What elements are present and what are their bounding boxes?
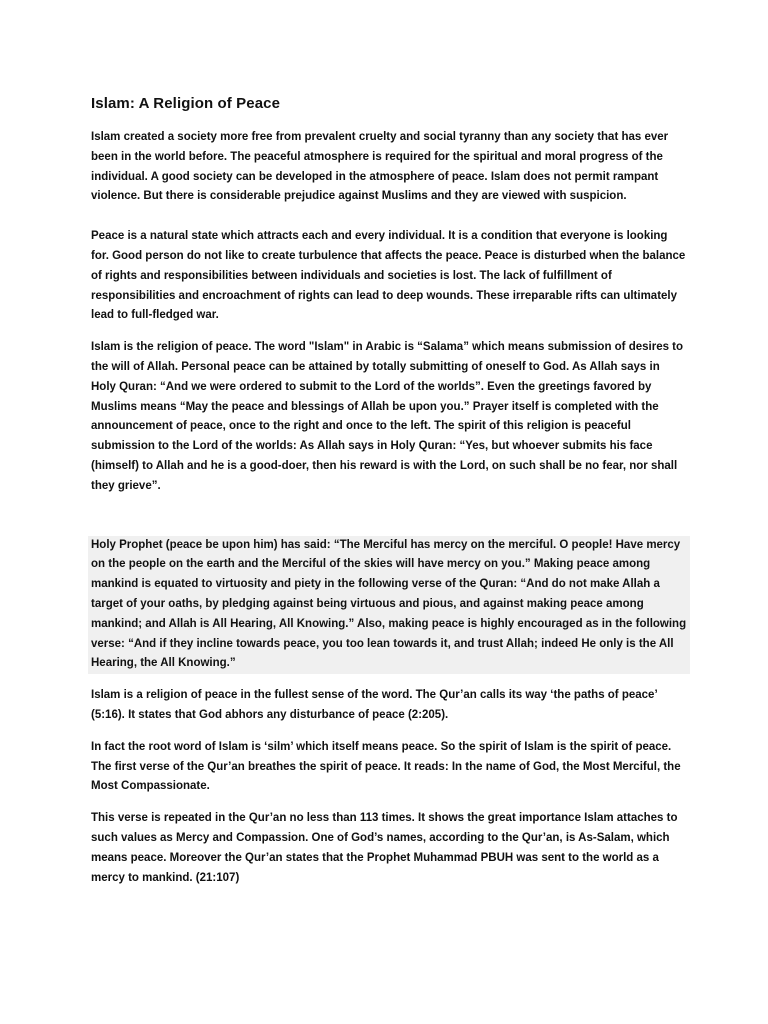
paragraph-religion-of-peace: Islam is the religion of peace. The word "Islam" in Arabic is “Salama” which means submission of desires to the will of Allah. Personal peace can be attained by totally submitting of oneself to God. As Allah says in Holy Quran: “And we were ordered to submit to the Lord of the worlds”. Even the greetings favored by Muslims means “May the peace and blessings of Allah be upon you.” Prayer itself is completed with the announcement of peace, once to the right and once to the left. The spirit of this religion is peaceful submission to the Lord of the worlds: As Allah says in Holy Quran: “Yes, but whoever submits his face (himself) to Allah and he is a good-doer, then his reward is with the Lord, on such shall be no fear, nor shall they grieve”. — [91, 341, 684, 492]
paragraph-root-word: In fact the root word of Islam is ‘silm’ which itself means peace. So the spirit of Islam is the spirit of peace. The first verse of the Qur’an breathes the spirit of peace. It reads: In the name of God, the Most Merciful, the Most Compassionate. — [91, 740, 681, 793]
paragraph-natural-state: Peace is a natural state which attracts each and every individual. It is a condition that everyone is looking for. Good person do not like to create turbulence that affects the peace. Peace is disturbed when the balance of rights and responsibilities between individuals and societies is lost. The lack of fulfillment of responsibilities and encroachment of rights can lead to deep wounds. These irreparable rifts can ultimately lead to full-fledged war. — [91, 230, 686, 322]
paragraph-fullest-sense: Islam is a religion of peace in the fullest sense of the word. The Qur’an calls its way ‘the paths of peace’ (5:16). It states that God abhors any disturbance of peace (2:205). — [91, 689, 657, 721]
paragraph-holy-prophet: Holy Prophet (peace be upon him) has said: “The Merciful has mercy on the merciful. O people! Have mercy on the people on the earth and the Merciful of the skies will have mercy on you.” Making peace among mankind is equated to virtuosity and piety in the following verse of the Quran: “And do not make Allah a target of your oaths, by pledging against being virtuous and pious, and against making peace among mankind; and Allah is All Hearing, All Knowing.” Also, making peace is highly encouraged as in the following verse: “And if they incline towards peace, you too lean towards it, and trust Allah; indeed He only is the All Hearing, the All Knowing.” — [88, 536, 690, 675]
paragraph-intro: Islam created a society more free from prevalent cruelty and social tyranny than any society that has ever been in the world before. The peaceful atmosphere is required for the spiritual and moral progress of the individual. A good society can be developed in the atmosphere of peace. Islam does not permit rampant violence. But there is considerable prejudice against Muslims and they are viewed with suspicion. — [91, 131, 669, 203]
paragraph-verse-repeated: This verse is repeated in the Qur’an no less than 113 times. It shows the great importance Islam attaches to such values as Mercy and Compassion. One of God’s names, according to the Qur’an, is As-Salam, which means peace. Moreover the Qur’an states that the Prophet Muhammad PBUH was sent to the world as a mercy to mankind. (21:107) — [91, 812, 678, 884]
document-page — [91, 95, 687, 888]
document-title: Islam: A Religion of Peace — [91, 95, 281, 112]
